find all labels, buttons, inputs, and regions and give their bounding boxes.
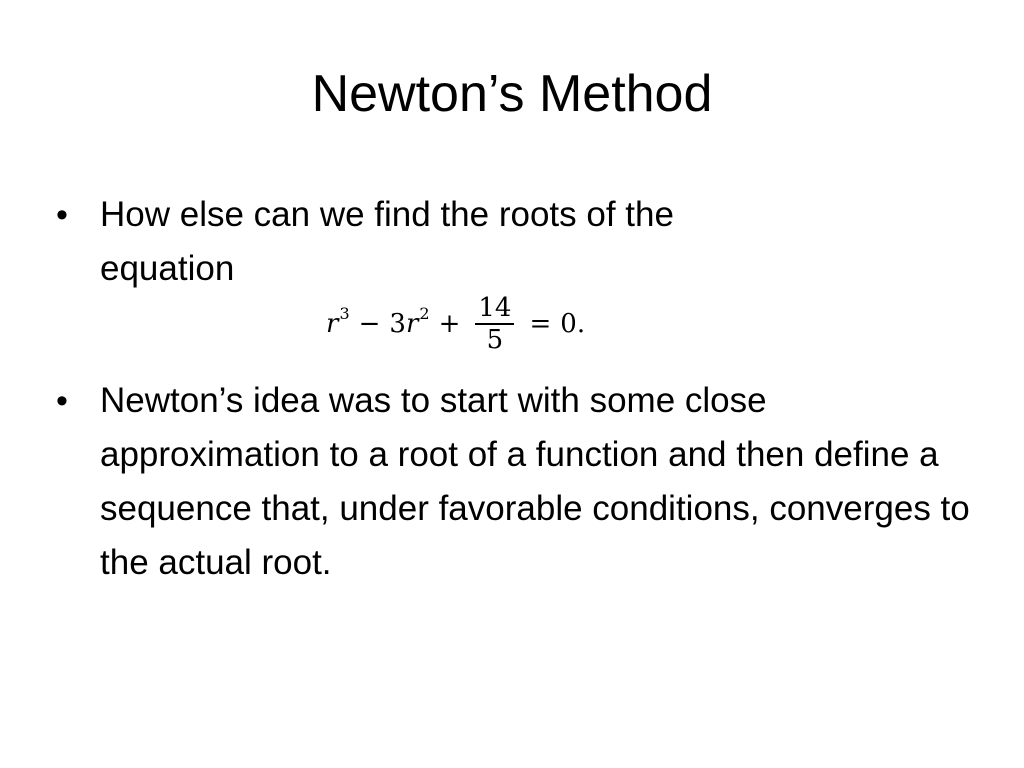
equation-exponent: 2 bbox=[419, 303, 430, 323]
bullet-text: Newton’s idea was to start with some close approximation to a root of a function and then define a sequence that, under favorable conditions, converges to the actual root. bbox=[100, 381, 970, 582]
bullet-marker: • bbox=[56, 382, 68, 420]
slide-title: Newton’s Method bbox=[311, 65, 713, 123]
equation-variable: r bbox=[326, 309, 339, 339]
equation-equals: = bbox=[529, 309, 552, 339]
equation-rhs: 0. bbox=[560, 309, 586, 339]
fraction-numerator: 14 bbox=[478, 293, 512, 323]
bullet-item bbox=[56, 188, 986, 296]
bullet-text: How else can we find the roots of the equation bbox=[100, 195, 674, 288]
equation-exponent: 3 bbox=[339, 303, 350, 323]
equation-variable: r bbox=[405, 309, 419, 339]
equation-coefficient: 3 bbox=[389, 309, 406, 339]
equation-plus: + bbox=[438, 309, 461, 339]
equation-minus: − bbox=[358, 309, 381, 339]
bullet-item bbox=[56, 374, 986, 590]
equation-fraction bbox=[475, 293, 514, 355]
equation bbox=[326, 281, 585, 367]
bullet-marker: • bbox=[56, 196, 68, 234]
fraction-denominator: 5 bbox=[486, 325, 504, 355]
